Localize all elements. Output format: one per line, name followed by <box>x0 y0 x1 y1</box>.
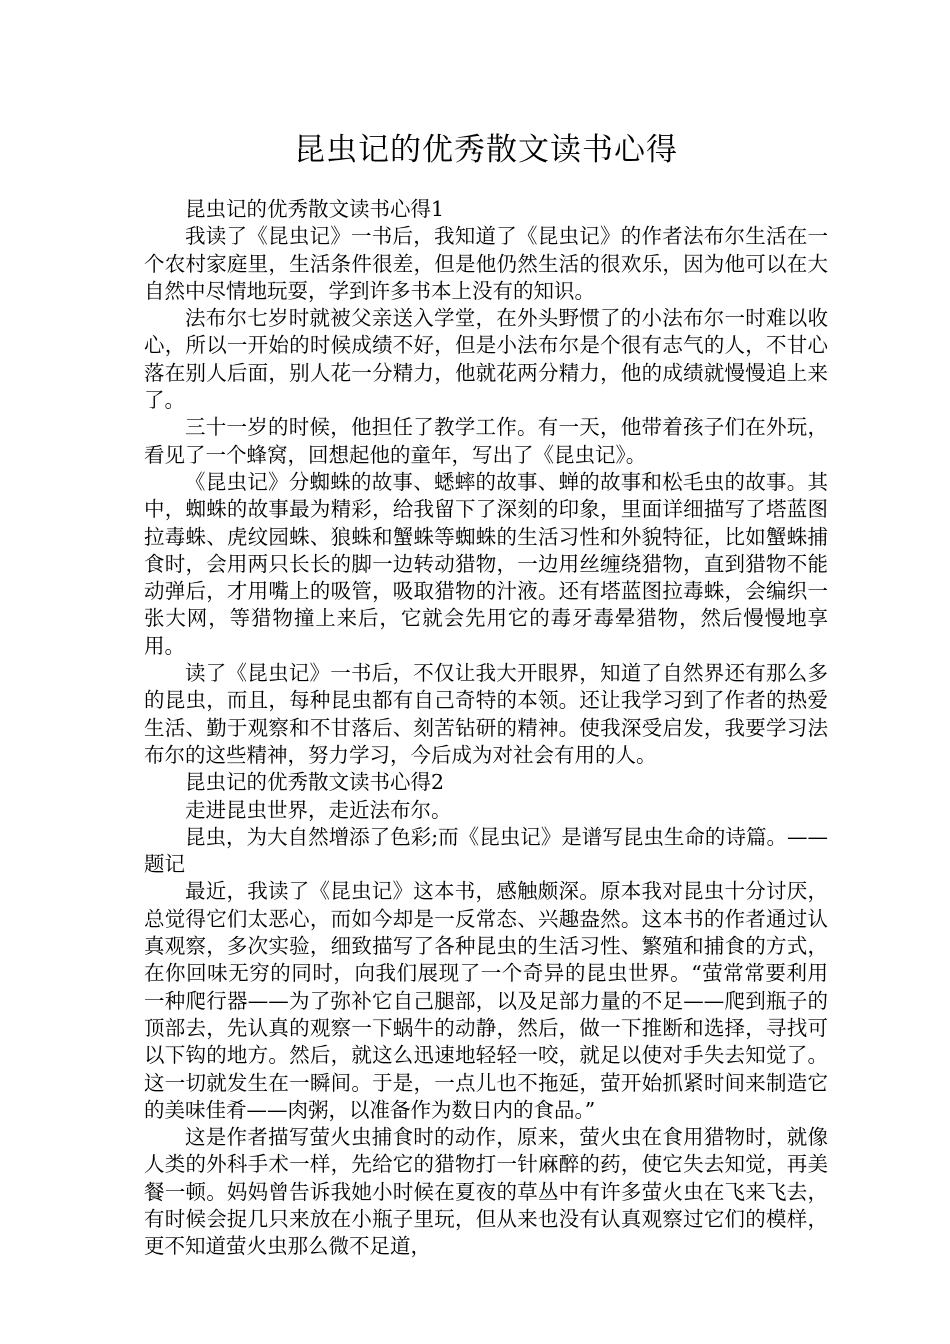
paragraph: 《昆虫记》分蜘蛛的故事、蟋蟀的故事、蝉的故事和松毛虫的故事。其中，蜘蛛的故事最为精彩，给我留下了深刻的印象，里面详细描写了塔蓝图拉毒蛛、虎纹园蛛、狼蛛和蟹蛛等蜘蛛的生活习性和外貌特征，比如蟹蛛捕食时，会用两只长长的脚一边转动猎物，一边用丝缠绕猎物，直到猎物不能动弹后，才用嘴上的吸管，吸取猎物的汁液。还有塔蓝图拉毒蛛，会编织一张大网，等猎物撞上来后，它就会先用它的毒牙毒晕猎物，然后慢慢地享用。 <box>144 469 828 658</box>
paragraph: 我读了《昆虫记》一书后，我知道了《昆虫记》的作者法布尔生活在一个农村家庭里，生活条件很差，但是他仍然生活的很欢乐，因为他可以在大自然中尽情地玩耍，学到许多书本上没有的知识。 <box>144 224 828 303</box>
document-title: 昆虫记的优秀散文读书心得 <box>294 132 678 168</box>
paragraph: 读了《昆虫记》一书后，不仅让我大开眼界，知道了自然界还有那么多的昆虫，而且，每种昆虫都有自己奇特的本领。还让我学习到了作者的热爱生活、勤于观察和不甘落后、刻苦钻研的精神。使我深受启发，我要学习法布尔的这些精神，努力学习，今后成为对社会有用的人。 <box>144 661 828 767</box>
paragraph: 这是作者描写萤火虫捕食时的动作，原来，萤火虫在食用猎物时，就像人类的外科手术一样，先给它的猎物打一针麻醉的药，使它失去知觉，再美餐一顿。妈妈曾告诉我她小时候在夏夜的草丛中有许多萤火虫在飞来飞去，有时候会捉几只来放在小瓶子里玩，但从来也没有认真观察过它们的模样，更不知道萤火虫那么微不足道， <box>144 1125 828 1259</box>
document-body <box>144 196 828 1261</box>
paragraph: 法布尔七岁时就被父亲送入学堂，在外头野惯了的小法布尔一时难以收心，所以一开始的时候成绩不好，但是小法布尔是个很有志气的人，不甘心落在别人后面，别人花一分精力，他就花两分精力，他的成绩就慢慢追上来了。 <box>144 306 828 413</box>
paragraph: 三十一岁的时候，他担任了教学工作。有一天，他带着孩子们在外玩，看见了一个蜂窝，回想起他的童年，写出了《昆虫记》。 <box>144 415 828 467</box>
paragraph: 走进昆虫世界，走近法布尔。 <box>185 797 452 822</box>
section-heading-2: 昆虫记的优秀散文读书心得2 <box>185 770 445 795</box>
paragraph: 最近，我读了《昆虫记》这本书，感触颇深。原本我对昆虫十分讨厌，总觉得它们太恶心，而如今却是一反常态、兴趣盎然。这本书的作者通过认真观察，多次实验，细致描写了各种昆虫的生活习性、繁殖和捕食的方式，在你回味无穷的同时，向我们展现了一个奇异的昆虫世界。“萤常常要利用一种爬行器——为了弥补它自己腿部，以及足部力量的不足——爬到瓶子的顶部去，先认真的观察一下蜗牛的动静，然后，做一下推断和选择，寻找可以下钩的地方。然后，就这么迅速地轻轻一咬，就足以使对手失去知觉了。这一切就发生在一瞬间。于是，一点儿也不拖延，萤开始抓紧时间来制造它的美味佳肴——肉粥，以准备作为数日内的食品。” <box>144 879 828 1122</box>
epigraph: 昆虫，为大自然增添了色彩;而《昆虫记》是谱写昆虫生命的诗篇。——题记 <box>144 824 828 877</box>
section-heading-1: 昆虫记的优秀散文读书心得1 <box>185 197 445 221</box>
